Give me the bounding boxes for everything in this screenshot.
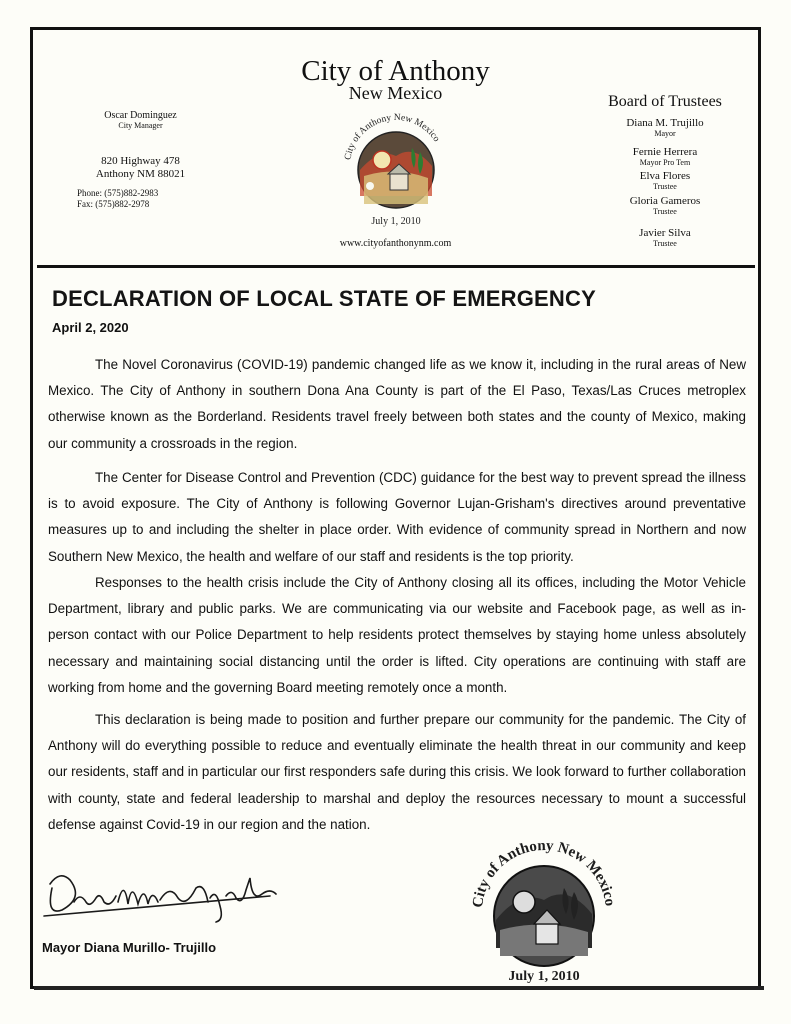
seal-arc-text: City of Anthony New Mexico xyxy=(343,112,442,161)
board-title: Board of Trustees xyxy=(608,93,722,110)
church-icon xyxy=(390,174,408,190)
trustee-name: Diana M. Trujillo xyxy=(626,117,704,129)
manager-name: Oscar Dominguez xyxy=(104,110,177,121)
trustee-entry xyxy=(565,196,765,216)
fax-number: Fax: (575)882-2978 xyxy=(77,199,150,209)
trustee-entry xyxy=(565,118,765,138)
document-title: DECLARATION OF LOCAL STATE OF EMERGENCY xyxy=(52,286,596,311)
trustee-role: Trustee xyxy=(653,239,677,248)
border-shadow xyxy=(34,986,764,990)
body-paragraph: The Novel Coronavirus (COVID-19) pandemic changed life as we know it, including in the rural areas of New Mexico. The City of Anthony in southern Dona Ana County is part of the El Paso, Texas/Las Cruces metroplex otherwise known as the Borderland. Residents travel freely between both states and the county of Mexico, making our community a crossroads in the region. xyxy=(48,357,746,451)
document-date: April 2, 2020 xyxy=(52,320,129,335)
body-paragraph: This declaration is being made to position and further prepare our community for the pandemic. The City of Anthony will do everything possible to reduce and eventually eliminate the health threat in our community and keep our residents, staff and in particular our first responders safe during this crisis. We look forward to further collaboration with county, state and federal leadership to marshal and deploy the resources necessary to mount a successful defense against Covid-19 in our region and the nation. xyxy=(48,712,746,832)
mayor-signature xyxy=(40,858,280,930)
trustee-role: Trustee xyxy=(653,182,677,191)
address-line-1: 820 Highway 478 xyxy=(101,155,180,167)
trustee-role: Mayor xyxy=(654,129,676,138)
trustee-role: Mayor Pro Tem xyxy=(639,158,691,167)
trustee-entry xyxy=(565,171,765,191)
manager-title: City Manager xyxy=(118,121,163,130)
trustee-name: Fernie Herrera xyxy=(632,146,698,158)
stamp-arc-text: City of Anthony New Mexico xyxy=(470,837,618,909)
address-block xyxy=(48,155,233,181)
trustee-entry xyxy=(565,147,765,167)
city-seal-stamp xyxy=(464,830,624,990)
stamp-zia-sun-icon xyxy=(513,891,535,913)
phone-number: Phone: (575)882-2983 xyxy=(77,188,159,198)
stamp-church-icon xyxy=(536,924,558,944)
zia-sun-icon xyxy=(373,151,391,169)
website-url: www.cityofanthonynm.com xyxy=(339,238,452,249)
signatory-name: Mayor Diana Murillo- Trujillo xyxy=(42,940,217,955)
cotton-icon xyxy=(366,182,374,190)
trustee-role: Trustee xyxy=(653,207,677,216)
body-paragraph: Responses to the health crisis include the City of Anthony closing all its offices, including the Motor Vehicle Department, library and public parks. We are communicating via our website and Facebook page, as well as in-person contact with our Police Department to help residents protect themselves by staying home unless absolutely necessary and maintaining social distancing until the order is lifted. City operations are continuing with staff are working from home and the governing Board meeting remotely once a month. xyxy=(48,575,746,695)
seal-date: July 1, 2010 xyxy=(371,216,421,227)
header-divider xyxy=(37,265,755,268)
city-seal-small xyxy=(334,104,458,232)
contact-block xyxy=(77,188,158,210)
stamp-date: July 1, 2010 xyxy=(508,969,580,984)
trustee-name: Elva Flores xyxy=(639,170,691,182)
trustee-name: Javier Silva xyxy=(639,227,691,239)
manager-block xyxy=(48,110,233,130)
address-line-2: Anthony NM 88021 xyxy=(95,168,186,180)
body-paragraph: The Center for Disease Control and Prevention (CDC) guidance for the best way to prevent spread the illness is to avoid exposure. The City of Anthony is following Governor Lujan-Grisham's directives around preventative measures up to and including the shelter in place order. With evidence of community spread in Northern and now Southern New Mexico, the health and welfare of our staff and residents is the top priority. xyxy=(48,470,746,564)
city-name: City of Anthony xyxy=(301,55,490,87)
state-name: New Mexico xyxy=(348,83,443,103)
trustee-name: Gloria Gameros xyxy=(629,195,701,207)
